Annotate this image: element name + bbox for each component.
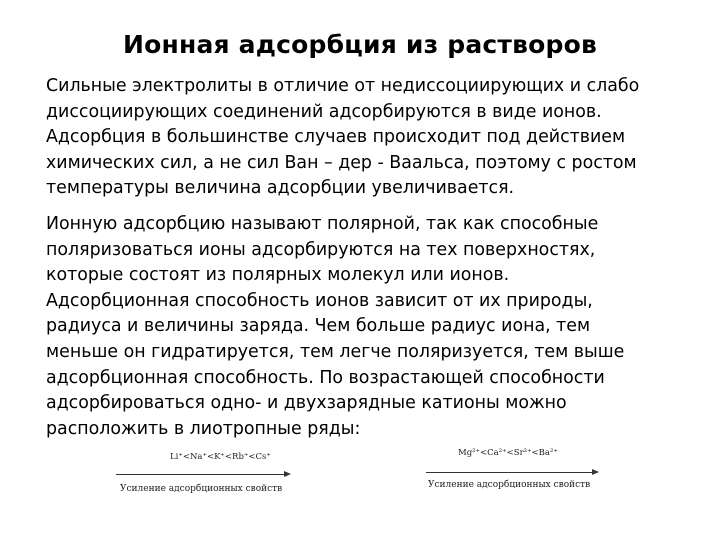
paragraph-line: радиуса и величины заряда. Чем больше радиус иона, тем: [46, 316, 591, 337]
arrow-line: [426, 472, 594, 473]
paragraph-strong-electrolytes: [46, 74, 686, 202]
paragraph-line: адсорбироваться одно- и двухзарядные катионы можно: [46, 393, 567, 414]
series-formula: Li⁺<Na⁺<K⁺<Rb⁺<Cs⁺: [170, 452, 271, 462]
paragraph-line: адсорбционная способность. По возрастающей способности: [46, 367, 605, 388]
arrow-right-icon: [284, 471, 291, 477]
arrow-right-icon: [592, 469, 599, 475]
paragraph-line: поляризоваться ионы адсорбируются на тех поверхностях,: [46, 239, 596, 260]
paragraph-ionic-adsorption: [46, 212, 686, 442]
paragraph-line: Адсорбционная способность ионов зависит от их природы,: [46, 290, 593, 311]
series-caption: Усиление адсорбционных свойств: [120, 484, 283, 494]
paragraph-line: диссоциирующих соединений адсорбируются в виде ионов.: [46, 101, 602, 122]
series-caption: Усиление адсорбционных свойств: [428, 480, 591, 490]
paragraph-line: Ионную адсорбцию называют полярной, так как способные: [46, 214, 599, 234]
slide-title: Ионная адсорбция из растворов: [123, 30, 597, 59]
arrow-line: [116, 474, 286, 475]
paragraph-line: Адсорбция в большинстве случаев происходит под действием: [46, 127, 626, 148]
paragraph-line: Сильные электролиты в отличие от недиссоциирующих и слабо: [46, 76, 640, 96]
paragraph-line: которые состоят из полярных молекул или ионов.: [46, 265, 510, 286]
series-formula: Mg²⁺<Ca²⁺<Sr²⁺<Ba²⁺: [458, 448, 558, 458]
paragraph-line: меньше он гидратируется, тем легче поляризуется, тем выше: [46, 341, 625, 362]
paragraph-line: расположить в лиотропные ряды:: [46, 418, 361, 439]
paragraph-line: температуры величина адсорбции увеличивается.: [46, 178, 515, 199]
lyotropic-series-monovalent: [116, 452, 306, 500]
lyotropic-series-divalent: [426, 448, 616, 496]
paragraph-line: химических сил, а не сил Ван – дер - Ваальса, поэтому с ростом: [46, 152, 637, 173]
